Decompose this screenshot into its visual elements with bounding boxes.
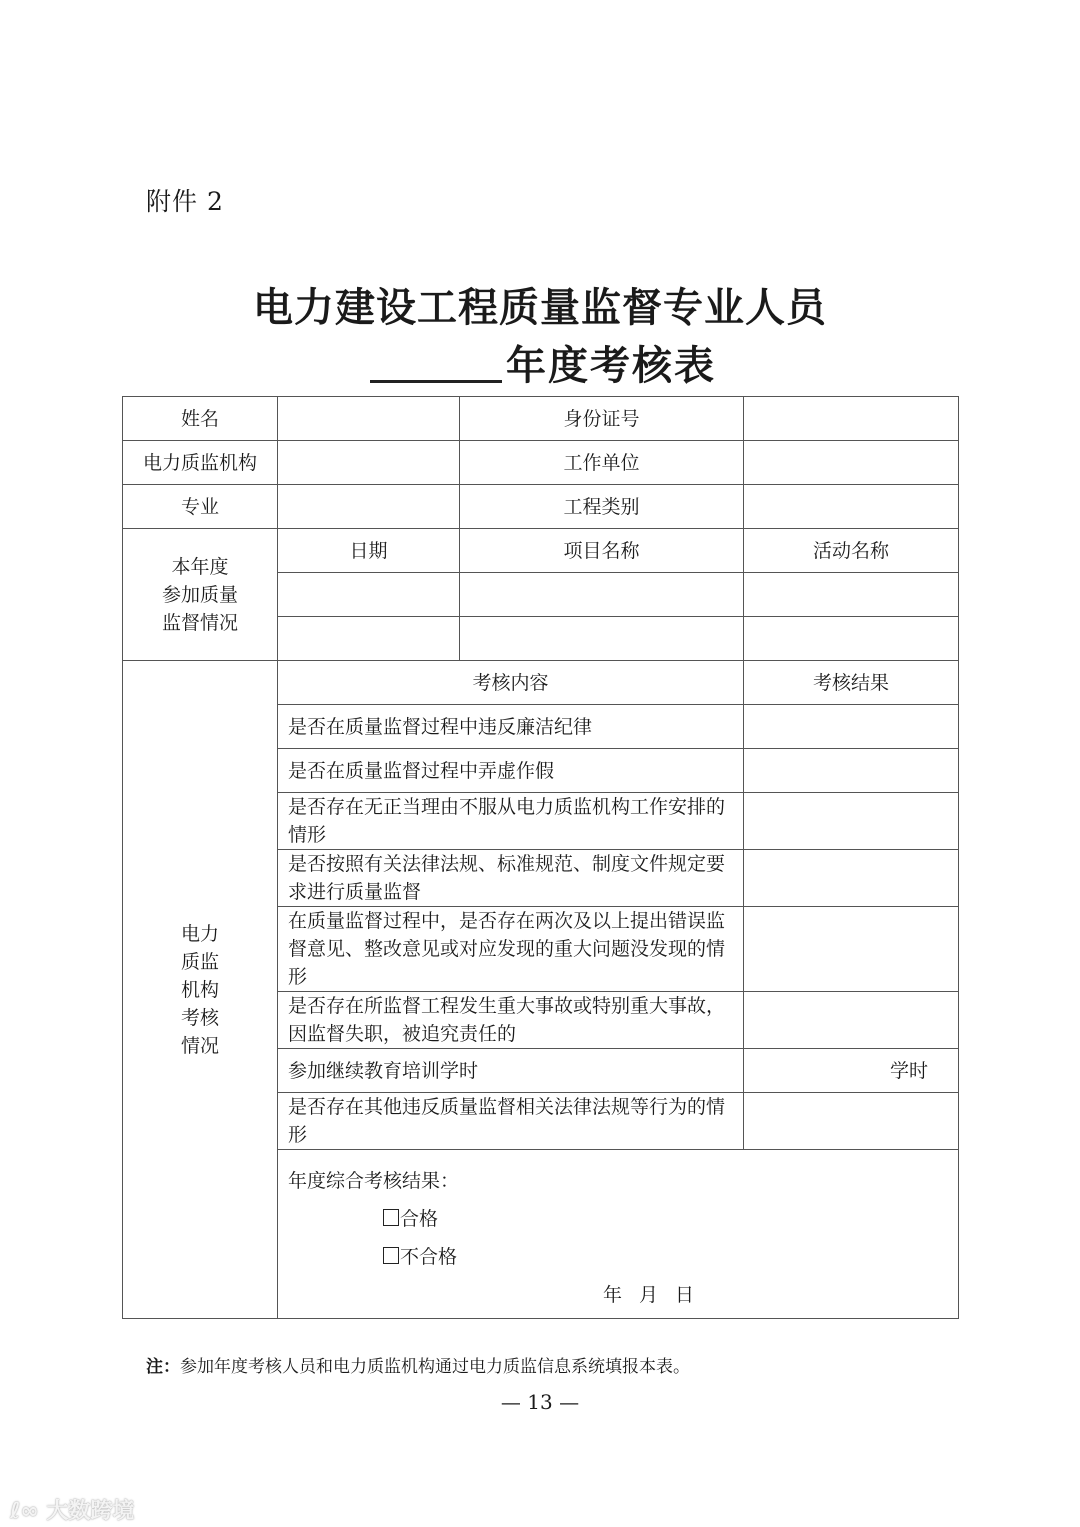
date-line xyxy=(288,1276,948,1314)
id-number-field[interactable] xyxy=(744,397,959,441)
participation-label-line: 本年度 xyxy=(171,555,229,578)
footnote xyxy=(146,1352,690,1377)
org-field[interactable] xyxy=(278,441,460,485)
assessment-item: 是否在质量监督过程中违反廉洁纪律 xyxy=(278,705,744,749)
assessment-item: 是否存在所监督工程发生重大事故或特别重大事故，因监督失职，被追究责任的 xyxy=(278,992,744,1049)
org-label: 电力质监机构 xyxy=(123,441,278,485)
checkbox-fail[interactable] xyxy=(383,1247,399,1264)
assessment-result-cell[interactable] xyxy=(744,749,959,793)
date-month: 月 xyxy=(638,1284,659,1306)
assessment-label-line: 机构 xyxy=(180,978,219,1001)
option-pass[interactable] xyxy=(288,1200,948,1238)
project-category-label: 工程类别 xyxy=(460,485,744,529)
project-name-cell[interactable] xyxy=(460,573,744,617)
watermark-logo-icon: ℓ∞ xyxy=(10,1499,47,1524)
year-blank[interactable] xyxy=(370,340,502,383)
page-subtitle xyxy=(370,334,716,391)
assessment-result-cell[interactable] xyxy=(744,850,959,907)
project-name-header: 项目名称 xyxy=(460,529,744,573)
activity-name-cell[interactable] xyxy=(744,617,959,661)
assessment-item: 是否存在无正当理由不服从电力质监机构工作安排的情形 xyxy=(278,793,744,850)
assessment-item: 是否存在其他违反质量监督相关法律法规等行为的情形 xyxy=(278,1093,744,1150)
date-day: 日 xyxy=(674,1284,695,1306)
assessment-content-header: 考核内容 xyxy=(278,661,744,705)
assessment-item: 是否在质量监督过程中弄虚作假 xyxy=(278,749,744,793)
project-name-cell[interactable] xyxy=(460,617,744,661)
option-fail[interactable] xyxy=(288,1238,948,1276)
watermark xyxy=(10,1494,134,1525)
final-result-label: 年度综合考核结果： xyxy=(288,1170,460,1192)
page-number: — 13 — xyxy=(500,1390,580,1414)
id-number-label: 身份证号 xyxy=(460,397,744,441)
participation-label-line: 参加质量 xyxy=(161,583,238,606)
watermark-text: 大数跨境 xyxy=(46,1499,135,1524)
assessment-result-cell[interactable] xyxy=(744,705,959,749)
option-pass-label: 合格 xyxy=(400,1208,439,1230)
training-unit: 学时 xyxy=(889,1059,928,1082)
training-hours-field[interactable] xyxy=(744,1049,959,1093)
page-title: 电力建设工程质量监督专业人员 xyxy=(253,284,827,331)
name-label: 姓名 xyxy=(123,397,278,441)
participation-label xyxy=(123,529,278,661)
work-unit-field[interactable] xyxy=(744,441,959,485)
date-cell[interactable] xyxy=(278,573,460,617)
participation-label-line: 监督情况 xyxy=(161,611,238,634)
assessment-label-line: 考核 xyxy=(180,1006,219,1029)
assessment-result-header: 考核结果 xyxy=(744,661,959,705)
assessment-label xyxy=(123,661,278,1319)
work-unit-label: 工作单位 xyxy=(460,441,744,485)
date-header: 日期 xyxy=(278,529,460,573)
activity-name-header: 活动名称 xyxy=(744,529,959,573)
assessment-form-table xyxy=(122,396,959,1319)
project-category-field[interactable] xyxy=(744,485,959,529)
final-result-cell xyxy=(278,1150,959,1319)
checkbox-pass[interactable] xyxy=(383,1209,399,1226)
attachment-label: 附件 2 xyxy=(146,187,224,216)
assessment-result-cell[interactable] xyxy=(744,907,959,992)
assessment-result-cell[interactable] xyxy=(744,793,959,850)
date-year: 年 xyxy=(602,1284,623,1306)
assessment-label-line: 情况 xyxy=(180,1034,219,1057)
assessment-item-training: 参加继续教育培训学时 xyxy=(278,1049,744,1093)
footnote-prefix: 注： xyxy=(146,1357,180,1377)
footnote-text: 参加年度考核人员和电力质监机构通过电力质监信息系统填报本表。 xyxy=(180,1357,690,1377)
assessment-label-line: 质监 xyxy=(180,950,219,973)
assessment-result-cell[interactable] xyxy=(744,1093,959,1150)
option-fail-label: 不合格 xyxy=(400,1246,458,1268)
date-cell[interactable] xyxy=(278,617,460,661)
subtitle-text: 年度考核表 xyxy=(506,342,716,389)
assessment-item: 在质量监督过程中，是否存在两次及以上提出错误监督意见、整改意见或对应发现的重大问题没发现的情形 xyxy=(278,907,744,992)
assessment-result-cell[interactable] xyxy=(744,992,959,1049)
major-label: 专业 xyxy=(123,485,278,529)
activity-name-cell[interactable] xyxy=(744,573,959,617)
assessment-label-line: 电力 xyxy=(180,922,219,945)
assessment-item: 是否按照有关法律法规、标准规范、制度文件规定要求进行质量监督 xyxy=(278,850,744,907)
name-field[interactable] xyxy=(278,397,460,441)
major-field[interactable] xyxy=(278,485,460,529)
